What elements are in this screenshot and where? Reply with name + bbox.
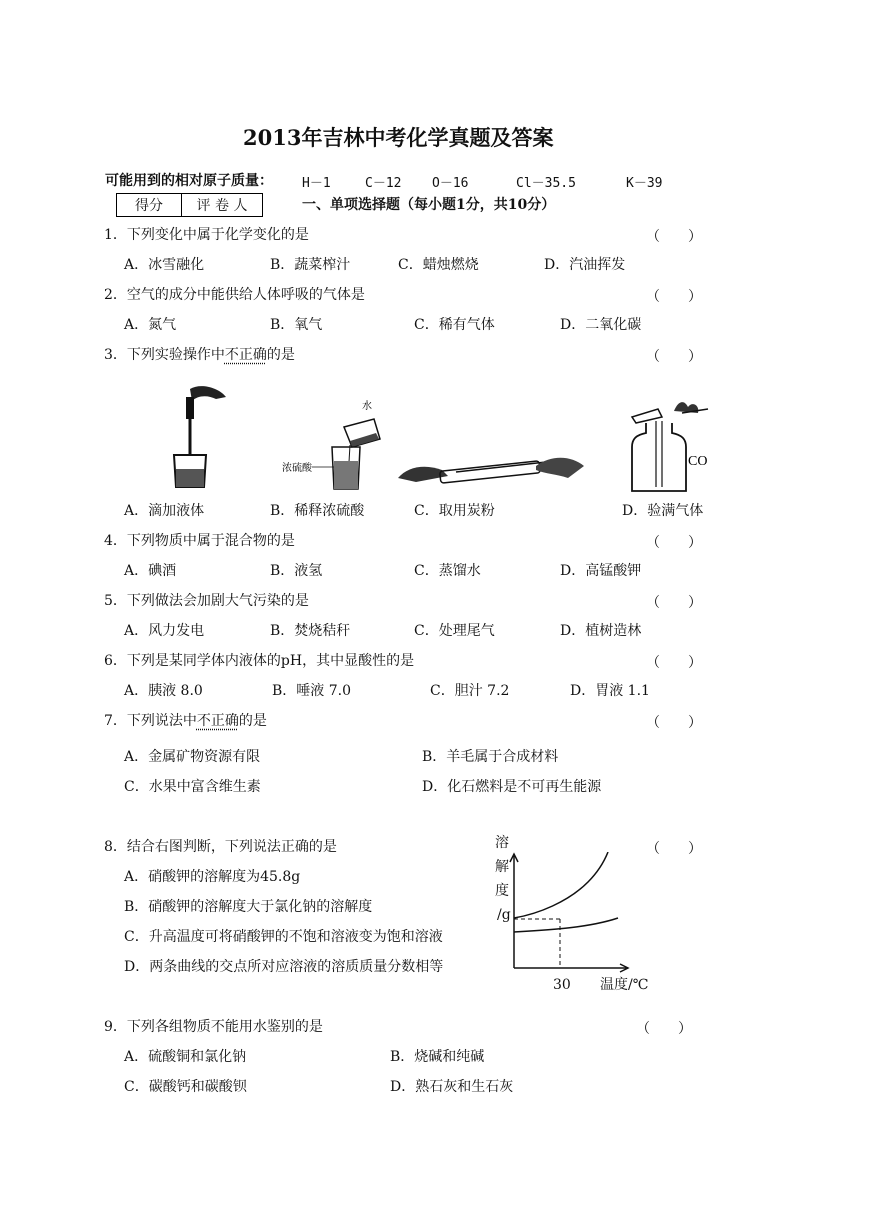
- q2-stem: 2．空气的成分中能供给人体呼吸的气体是: [104, 287, 365, 303]
- q3-option-b: B．稀释浓硫酸: [270, 503, 365, 519]
- q1-option-a: A．冰雪融化: [124, 257, 205, 273]
- q3-stem: 3．下列实验操作中不正确的是: [104, 347, 295, 363]
- grader-cell: 评 卷 人: [182, 194, 263, 217]
- q7-option-d: D．化石燃料是不可再生能源: [422, 779, 602, 795]
- q5-stem: 5．下列做法会加剧大气污染的是: [104, 593, 309, 609]
- section-heading: 一、单项选择题（每小题1分，共10分）: [302, 197, 556, 213]
- q4-stem: 4．下列物质中属于混合物的是: [104, 533, 295, 549]
- q7-option-c: C．水果中富含维生素: [124, 779, 261, 795]
- water-label: 水: [362, 401, 372, 412]
- q1-option-c: C．蜡烛燃烧: [398, 257, 479, 273]
- dropper-beaker-illustration: [160, 383, 240, 495]
- q9-answer-blank[interactable]: （ ）: [636, 1021, 692, 1037]
- q1-option-d: D．汽油挥发: [544, 257, 626, 273]
- q6-option-c: C．胆汁 7.2: [430, 683, 510, 699]
- q6-option-b: B．唾液 7.0: [272, 683, 352, 699]
- q5-option-a: A．风力发电: [124, 623, 205, 639]
- q4-option-d: D．高锰酸钾: [560, 563, 642, 579]
- q2-answer-blank[interactable]: （ ）: [646, 289, 702, 305]
- q9-option-d: D．熟石灰和生石灰: [390, 1079, 514, 1095]
- q7-option-b: B．羊毛属于合成材料: [422, 749, 559, 765]
- q7-answer-blank[interactable]: （ ）: [646, 715, 702, 731]
- q3-option-a: A．滴加液体: [124, 503, 205, 519]
- q3-option-d: D．验满气体: [622, 503, 704, 519]
- q2-option-a: A．氮气: [124, 317, 177, 333]
- q8-option-b: B．硝酸钾的溶解度大于氯化钠的溶解度: [124, 899, 373, 915]
- q5-option-c: C．处理尾气: [414, 623, 495, 639]
- co-label: CO: [688, 454, 708, 469]
- atomic-mass-cl: Cl－35.5: [516, 176, 576, 191]
- q8-option-a: A．硝酸钾的溶解度为45.8g: [124, 869, 301, 885]
- q6-stem: 6．下列是某同学体内液体的pH，其中显酸性的是: [104, 653, 415, 669]
- q4-option-a: A．碘酒: [124, 563, 177, 579]
- graph-ylabel-3: 度: [495, 883, 509, 899]
- q2-option-c: C．稀有气体: [414, 317, 495, 333]
- q5-answer-blank[interactable]: （ ）: [646, 595, 702, 611]
- q7-option-a: A．金属矿物资源有限: [124, 749, 261, 765]
- atomic-mass-label: 可能用到的相对原子质量：: [105, 173, 273, 189]
- graph-x-label: 温度/℃: [600, 977, 649, 993]
- q9-option-a: A．硫酸铜和氯化钠: [124, 1049, 247, 1065]
- q8-answer-blank[interactable]: （ ）: [646, 841, 702, 857]
- q5-option-b: B．焚烧秸秆: [270, 623, 351, 639]
- q4-answer-blank[interactable]: （ ）: [646, 535, 702, 551]
- score-table: [116, 193, 263, 217]
- kno3-curve: [514, 852, 608, 918]
- graph-x-tick: 30: [553, 977, 571, 993]
- score-cell: 得分: [117, 194, 182, 217]
- q5-option-d: D．植树造林: [560, 623, 642, 639]
- nacl-curve: [514, 918, 618, 932]
- solubility-graph: [508, 852, 632, 974]
- atomic-mass-c: C－12: [365, 176, 402, 191]
- q6-option-d: D．胃液 1.1: [570, 683, 650, 699]
- q9-option-c: C．碳酸钙和碳酸钡: [124, 1079, 247, 1095]
- graph-ylabel-2: 解: [495, 859, 509, 875]
- q8-option-c: C．升高温度可将硝酸钾的不饱和溶液变为饱和溶液: [124, 929, 443, 945]
- q4-option-c: C．蒸馏水: [414, 563, 481, 579]
- q3-option-c: C．取用炭粉: [414, 503, 495, 519]
- powder-tube-illustration: [396, 448, 586, 492]
- q9-stem: 9．下列各组物质不能用水鉴别的是: [104, 1019, 323, 1035]
- q9-option-b: B．烧碱和纯碱: [390, 1049, 485, 1065]
- gas-bottle-illustration: [622, 391, 714, 495]
- q4-option-b: B．液氢: [270, 563, 323, 579]
- q8-stem: 8．结合右图判断，下列说法正确的是: [104, 839, 337, 855]
- graph-ylabel-1: 溶: [495, 835, 509, 851]
- atomic-mass-k: K－39: [626, 176, 663, 191]
- q6-option-a: A．胰液 8.0: [124, 683, 203, 699]
- q2-option-b: B．氧气: [270, 317, 323, 333]
- q3-answer-blank[interactable]: （ ）: [646, 349, 702, 365]
- acid-label: 浓硫酸: [282, 463, 312, 474]
- q6-answer-blank[interactable]: （ ）: [646, 655, 702, 671]
- q8-option-d: D．两条曲线的交点所对应溶液的溶质质量分数相等: [124, 959, 444, 975]
- q1-answer-blank[interactable]: （ ）: [646, 229, 702, 245]
- atomic-mass-o: O－16: [432, 176, 469, 191]
- atomic-mass-h: H－1: [302, 176, 331, 191]
- q1-option-b: B．蔬菜榨汁: [270, 257, 351, 273]
- q1-stem: 1．下列变化中属于化学变化的是: [104, 227, 309, 243]
- q2-option-d: D．二氧化碳: [560, 317, 642, 333]
- graph-ylabel-4: /g: [497, 907, 511, 923]
- dilute-acid-illustration: [282, 397, 392, 492]
- q7-stem: 7．下列说法中不正确的是: [104, 713, 267, 729]
- page-title: 2013年吉林中考化学真题及答案: [243, 125, 554, 150]
